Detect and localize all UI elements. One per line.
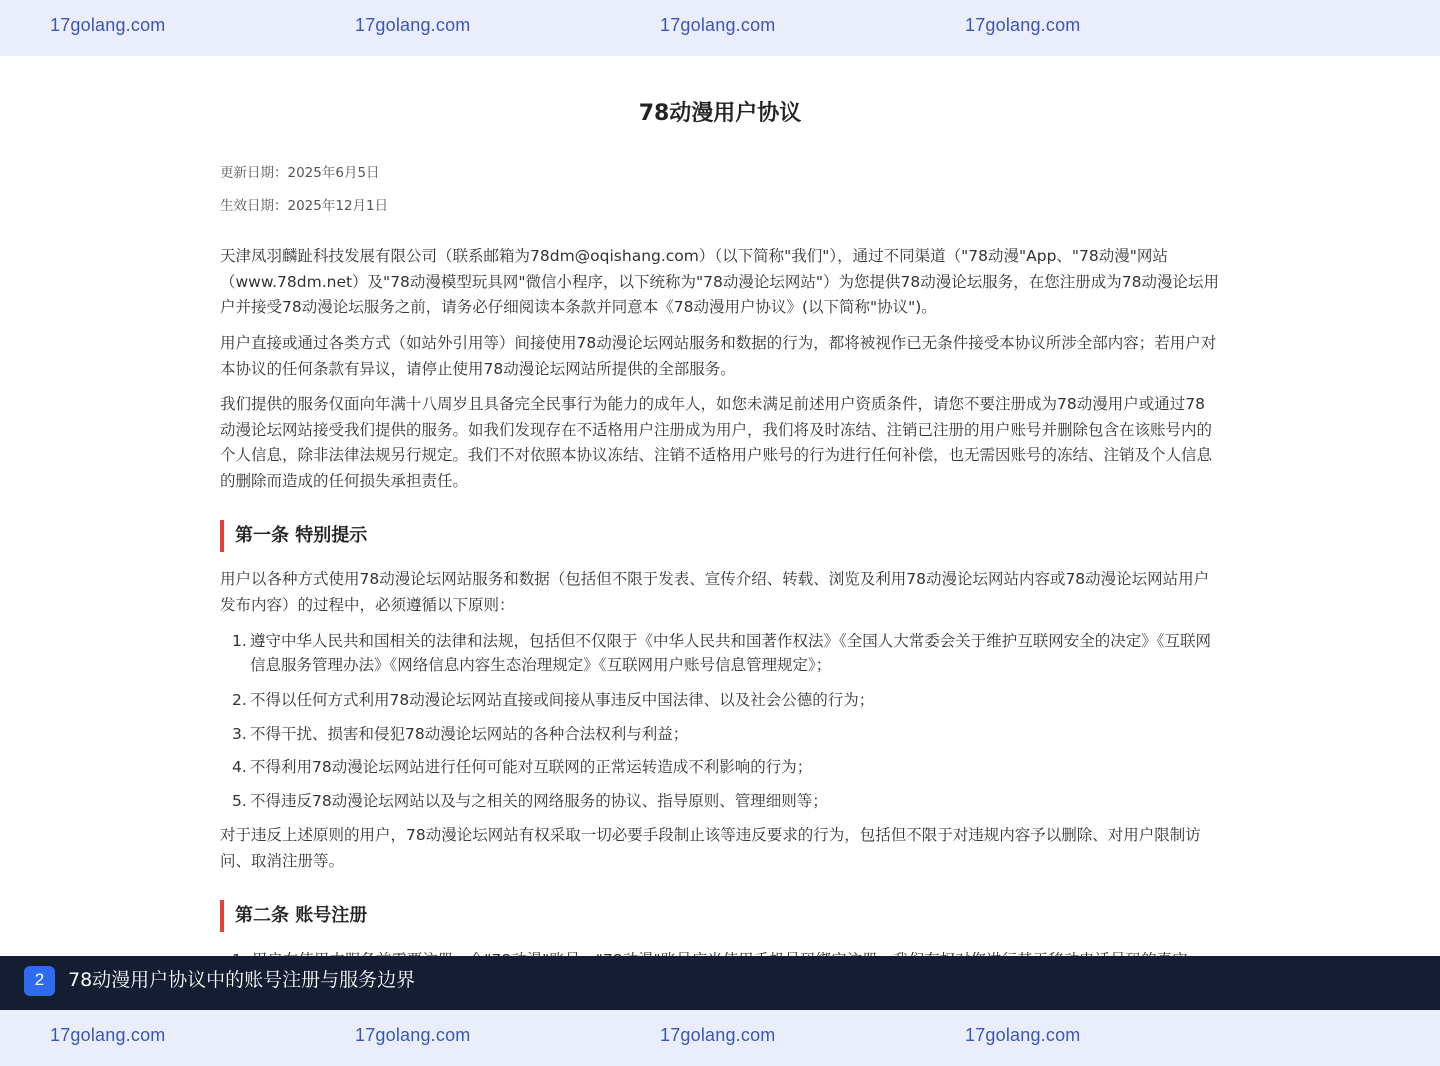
intro-paragraph: 天津凤羽麟趾科技发展有限公司（联系邮箱为78dm@oqishang.com）（以下简称"我们"），通过不同渠道（"78动漫"App、"78动漫"网站（www.78dm.net）及"78动漫模型玩具网"微信小程序，以下统称为"78动漫论坛网站"）为您提供78动漫论坛服务，在您注册成为78动漫论坛用户并接受78动漫论坛服务之前，请务必仔细阅读本条款并同意本《78动漫用户协议》(以下简称"协议")。 [220, 247, 1219, 316]
watermark-text: 17golang.com [660, 15, 776, 35]
intro-paragraph: 用户直接或通过各类方式（如站外引用等）间接使用78动漫论坛网站服务和数据的行为，都将被视作已无条件接受本协议所涉全部内容；若用户对本协议的任何条款有异议，请停止使用78动漫论坛网站所提供的全部服务。 [220, 334, 1217, 378]
section-heading: 第一条 特别提示 [220, 520, 1220, 552]
list-number: 3. [232, 725, 247, 743]
list-text: 不得干扰、损害和侵犯78动漫论坛网站的各种合法权利与利益； [250, 725, 689, 743]
watermark-text: 17golang.com [50, 1025, 166, 1045]
list-text: 不得以任何方式利用78动漫论坛网站直接或间接从事违反中国法律、以及社会公德的行为； [250, 691, 875, 709]
caption-text: 78动漫用户协议中的账号注册与服务边界 [68, 969, 416, 991]
document-viewport[interactable] [0, 56, 1440, 956]
watermark-text: 17golang.com [355, 15, 471, 35]
list-text: 不得违反78动漫论坛网站以及与之相关的网络服务的协议、指导原则、管理细则等； [250, 792, 828, 810]
watermark-text: 17golang.com [50, 15, 166, 35]
page-title: 78动漫用户协议 [638, 101, 802, 126]
watermark-text: 17golang.com [355, 1025, 471, 1045]
list-item [232, 629, 1220, 677]
watermark-banner-top [0, 0, 1440, 56]
list-text: 遵守中华人民共和国相关的法律和法规，包括但不仅限于《中华人民共和国著作权法》《全国人大常委会关于维护互联网安全的决定》《互联网信息服务管理办法》《网络信息内容生态治理规定》《互联网用户账号信息管理规定》； [250, 632, 1212, 674]
list-item [232, 722, 1220, 746]
section-heading: 第二条 账号注册 [220, 900, 1220, 932]
list-number: 4. [232, 758, 247, 776]
watermark-banner-bottom [0, 1010, 1440, 1066]
list-number: 2. [232, 691, 247, 709]
section-closing: 对于违反上述原则的用户，78动漫论坛网站有权采取一切必要手段制止该等违反要求的行为，包括但不限于对违规内容予以删除、对用户限制访问、取消注册等。 [220, 826, 1201, 870]
list-item [232, 789, 1220, 813]
caption-bar [0, 956, 1440, 1010]
caption-index-badge: 2 [24, 966, 55, 996]
section-lead: 用户以各种方式使用78动漫论坛网站服务和数据（包括但不限于发表、宣传介绍、转载、浏览及利用78动漫论坛网站内容或78动漫论坛网站用户发布内容）的过程中，必须遵循以下原则： [220, 570, 1210, 614]
list-number: 5. [232, 792, 247, 810]
list-number: 1. [232, 632, 247, 650]
watermark-text: 17golang.com [965, 15, 1081, 35]
updated-date: 更新日期：2025年6月5日 [220, 165, 380, 181]
intro-paragraph: 我们提供的服务仅面向年满十八周岁且具备完全民事行为能力的成年人，如您未满足前述用户资质条件，请您不要注册成为78动漫用户或通过78动漫论坛网站接受我们提供的服务。如我们发现存在不适格用户注册成为用户，我们将及时冻结、注销已注册的用户账号并删除包含在该账号内的个人信息，除非法律法规另行规定。我们不对依照本协议冻结、注销不适格用户账号的行为进行任何补偿，也无需因账号的冻结、注销及个人信息的删除而造成的任何损失承担责任。 [220, 395, 1213, 490]
watermark-text: 17golang.com [965, 1025, 1081, 1045]
effective-date: 生效日期：2025年12月1日 [220, 198, 389, 214]
list-item [232, 755, 1220, 779]
list-item [232, 688, 1220, 712]
watermark-text: 17golang.com [660, 1025, 776, 1045]
list-text: 不得利用78动漫论坛网站进行任何可能对互联网的正常运转造成不利影响的行为； [250, 758, 813, 776]
